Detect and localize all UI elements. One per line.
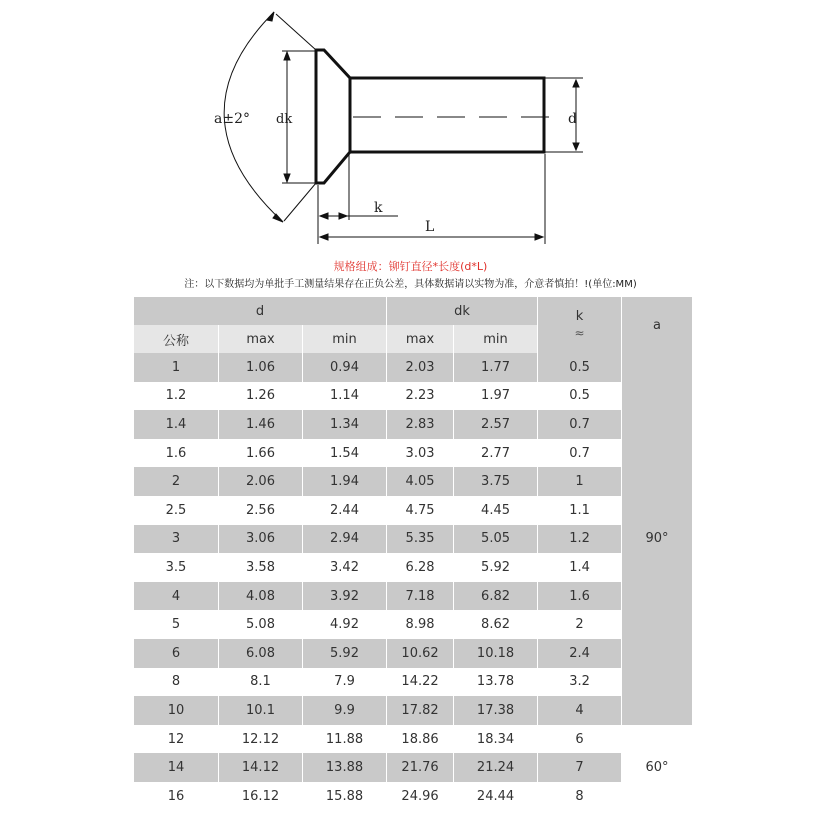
angle-group-cell: 90° [622,353,693,725]
table-row [134,668,693,697]
cell-d-min: 1.14 [303,382,387,411]
cell-d-min: 5.92 [303,639,387,668]
cell-d-min: 15.88 [303,782,387,811]
table-row [134,525,693,554]
cell-dk-max: 21.76 [387,753,454,782]
rivet-shank [350,78,544,152]
table-row [134,696,693,725]
cell-k: 2.4 [538,639,622,668]
cell-nominal: 3.5 [134,553,219,582]
cell-k: 2 [538,610,622,639]
cell-nominal: 4 [134,582,219,611]
cell-d-max: 4.08 [219,582,303,611]
d-label: d [568,111,577,127]
cell-dk-min: 1.97 [454,382,538,411]
cell-d-min: 11.88 [303,725,387,754]
cell-d-max: 3.06 [219,525,303,554]
cell-k: 1 [538,467,622,496]
cell-d-min: 2.94 [303,525,387,554]
cell-dk-min: 5.92 [454,553,538,582]
cell-dk-max: 24.96 [387,782,454,811]
cell-dk-max: 18.86 [387,725,454,754]
table-row [134,496,693,525]
cell-dk-min: 18.34 [454,725,538,754]
header-nominal: 公称 [134,325,219,353]
cell-nominal: 14 [134,753,219,782]
table-row [134,553,693,582]
cell-k: 1.1 [538,496,622,525]
cell-dk-min: 5.05 [454,525,538,554]
cell-dk-max: 4.05 [387,467,454,496]
table-row [134,410,693,439]
cell-d-max: 5.08 [219,610,303,639]
l-label: L [425,219,435,235]
cell-d-max: 6.08 [219,639,303,668]
header-d: d [134,297,387,325]
cell-k: 0.7 [538,410,622,439]
cell-k: 6 [538,725,622,754]
cell-dk-max: 6.28 [387,553,454,582]
header-k [538,297,622,353]
cell-k: 1.4 [538,553,622,582]
cell-d-min: 1.94 [303,467,387,496]
cell-k: 0.5 [538,353,622,382]
cell-nominal: 10 [134,696,219,725]
cell-dk-max: 7.18 [387,582,454,611]
cell-d-min: 3.42 [303,553,387,582]
cell-dk-min: 24.44 [454,782,538,811]
k-label: k [374,200,383,216]
cell-d-max: 16.12 [219,782,303,811]
cell-d-max: 2.56 [219,496,303,525]
cell-d-max: 2.06 [219,467,303,496]
cell-nominal: 1.6 [134,439,219,468]
cell-nominal: 12 [134,725,219,754]
table-row [134,782,693,811]
cell-dk-max: 5.35 [387,525,454,554]
cell-dk-max: 8.98 [387,610,454,639]
table-row [134,725,693,754]
cell-nominal: 1.4 [134,410,219,439]
cell-nominal: 8 [134,668,219,697]
angle-arrow-top [267,12,274,21]
cell-dk-min: 10.18 [454,639,538,668]
spec-title: 规格组成：铆钉直径*长度(d*L) [333,260,488,273]
cell-dk-min: 4.45 [454,496,538,525]
cell-dk-max: 14.22 [387,668,454,697]
cell-d-max: 1.66 [219,439,303,468]
cell-d-min: 0.94 [303,353,387,382]
spec-note: 注：以下数据均为单批手工测量结果存在正负公差，具体数据请以实物为准，介意者慎拍！!(单位:MM) [184,279,637,290]
cell-d-max: 14.12 [219,753,303,782]
table-row [134,353,693,382]
cell-k: 7 [538,753,622,782]
cell-dk-min: 21.24 [454,753,538,782]
cell-d-max: 3.58 [219,553,303,582]
header-d-max: max [219,325,303,353]
cell-d-min: 4.92 [303,610,387,639]
spec-table-body [134,353,693,811]
cell-d-min: 1.34 [303,410,387,439]
cell-k: 3.2 [538,668,622,697]
cell-nominal: 1 [134,353,219,382]
cell-dk-max: 2.23 [387,382,454,411]
header-d-min: min [303,325,387,353]
table-row [134,467,693,496]
cell-d-max: 10.1 [219,696,303,725]
angle-label: a±2° [214,111,250,127]
cell-dk-min: 2.77 [454,439,538,468]
cell-nominal: 2 [134,467,219,496]
cell-k: 1.2 [538,525,622,554]
table-row [134,639,693,668]
cell-dk-min: 8.62 [454,610,538,639]
dk-label: dk [276,112,293,127]
cell-d-min: 3.92 [303,582,387,611]
cell-dk-min: 6.82 [454,582,538,611]
header-dk: dk [387,297,538,325]
cell-d-min: 9.9 [303,696,387,725]
cell-k: 0.7 [538,439,622,468]
cell-dk-min: 17.38 [454,696,538,725]
header-dk-min: min [454,325,538,353]
cell-dk-max: 17.82 [387,696,454,725]
cell-d-min: 1.54 [303,439,387,468]
cell-d-max: 1.46 [219,410,303,439]
cell-d-min: 7.9 [303,668,387,697]
cell-d-max: 1.06 [219,353,303,382]
cell-k: 0.5 [538,382,622,411]
cell-dk-max: 3.03 [387,439,454,468]
cell-nominal: 5 [134,610,219,639]
cell-nominal: 6 [134,639,219,668]
cell-dk-max: 2.83 [387,410,454,439]
cell-d-max: 8.1 [219,668,303,697]
cell-dk-min: 2.57 [454,410,538,439]
cell-dk-min: 1.77 [454,353,538,382]
cell-k: 1.6 [538,582,622,611]
header-k-label: k [575,309,584,324]
cell-dk-max: 2.03 [387,353,454,382]
cell-nominal: 16 [134,782,219,811]
cell-dk-min: 13.78 [454,668,538,697]
cell-d-min: 13.88 [303,753,387,782]
cell-nominal: 1.2 [134,382,219,411]
header-k-approx: ≈ [574,326,585,340]
cell-k: 4 [538,696,622,725]
cell-d-max: 12.12 [219,725,303,754]
rivet-head [316,50,350,183]
cell-dk-min: 3.75 [454,467,538,496]
cell-nominal: 3 [134,525,219,554]
cell-k: 8 [538,782,622,811]
table-row [134,439,693,468]
header-dk-max: max [387,325,454,353]
cell-dk-max: 4.75 [387,496,454,525]
cell-dk-max: 10.62 [387,639,454,668]
cell-nominal: 2.5 [134,496,219,525]
cell-d-max: 1.26 [219,382,303,411]
angle-arrow-bottom [273,214,283,222]
angle-group-cell: 60° [622,725,693,811]
header-a: a [622,297,693,353]
spec-table [133,297,693,811]
rivet-diagram [0,0,821,258]
table-row [134,582,693,611]
table-row [134,753,693,782]
table-row [134,610,693,639]
table-row [134,382,693,411]
cell-d-min: 2.44 [303,496,387,525]
